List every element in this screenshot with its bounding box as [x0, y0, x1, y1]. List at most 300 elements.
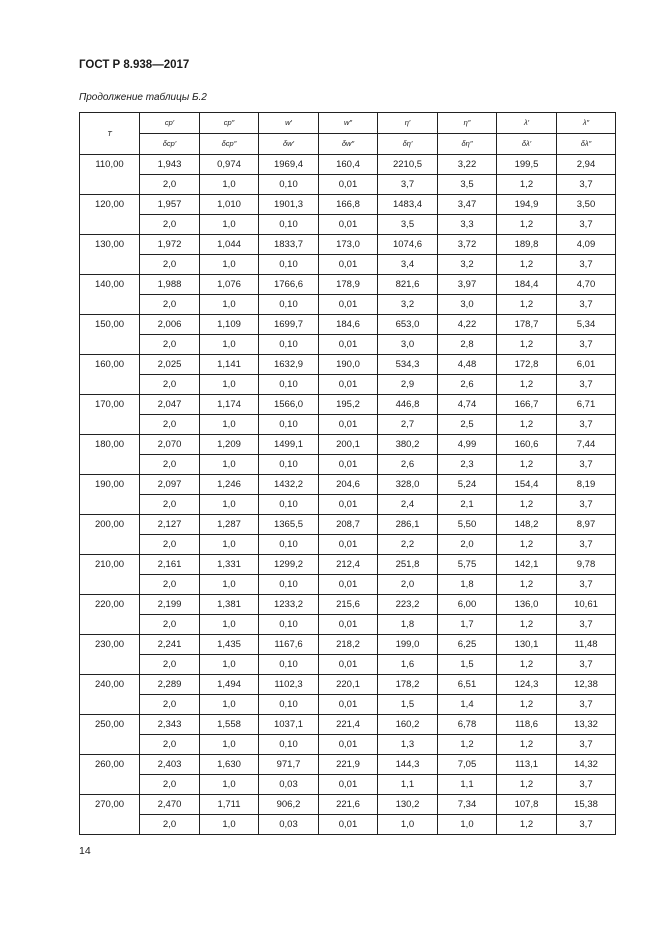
- value-cell: 2,289: [140, 675, 200, 695]
- uncertainty-cell: 2,7: [378, 415, 438, 435]
- value-cell: 13,32: [557, 715, 616, 735]
- uncertainty-cell: 2,6: [438, 375, 497, 395]
- uncertainty-cell: 3,7: [557, 175, 616, 195]
- uncertainty-cell: 0,01: [319, 415, 378, 435]
- uncertainty-cell: 2,0: [140, 615, 200, 635]
- uncertainty-cell: 3,3: [438, 215, 497, 235]
- value-cell: 148,2: [497, 515, 557, 535]
- temperature-cell: 220,00: [80, 595, 140, 615]
- value-cell: 6,71: [557, 395, 616, 415]
- table-row-uncertainty: [80, 615, 616, 635]
- column-header: λ″: [557, 113, 616, 134]
- uncertainty-cell: 0,10: [259, 615, 319, 635]
- value-cell: 144,3: [378, 755, 438, 775]
- value-cell: 160,2: [378, 715, 438, 735]
- column-header: cp′: [140, 113, 200, 134]
- uncertainty-cell: 2,0: [140, 815, 200, 835]
- uncertainty-cell: 0,01: [319, 295, 378, 315]
- uncertainty-cell: 1,2: [497, 215, 557, 235]
- value-cell: 8,97: [557, 515, 616, 535]
- uncertainty-cell: 2,0: [140, 495, 200, 515]
- uncertainty-cell: 0,01: [319, 455, 378, 475]
- value-cell: 1969,4: [259, 155, 319, 175]
- column-header-uncertainty: δλ″: [557, 134, 616, 155]
- value-cell: 189,8: [497, 235, 557, 255]
- uncertainty-cell: 1,0: [200, 655, 259, 675]
- value-cell: 6,00: [438, 595, 497, 615]
- temperature-cell-empty: [80, 255, 140, 275]
- table-row-uncertainty: [80, 215, 616, 235]
- uncertainty-cell: 0,01: [319, 215, 378, 235]
- temperature-cell: 270,00: [80, 795, 140, 815]
- uncertainty-cell: 0,01: [319, 335, 378, 355]
- uncertainty-cell: 0,10: [259, 695, 319, 715]
- uncertainty-cell: 0,10: [259, 215, 319, 235]
- column-header-uncertainty: δcp″: [200, 134, 259, 155]
- uncertainty-cell: 1,1: [438, 775, 497, 795]
- value-cell: 2210,5: [378, 155, 438, 175]
- uncertainty-cell: 0,01: [319, 255, 378, 275]
- value-cell: 160,4: [319, 155, 378, 175]
- table-row-uncertainty: [80, 695, 616, 715]
- uncertainty-cell: 3,7: [557, 575, 616, 595]
- value-cell: 286,1: [378, 515, 438, 535]
- table-row-uncertainty: [80, 455, 616, 475]
- uncertainty-cell: 2,9: [378, 375, 438, 395]
- value-cell: 154,4: [497, 475, 557, 495]
- uncertainty-cell: 1,8: [438, 575, 497, 595]
- value-cell: 204,6: [319, 475, 378, 495]
- table-row-uncertainty: [80, 295, 616, 315]
- value-cell: 534,3: [378, 355, 438, 375]
- value-cell: 130,1: [497, 635, 557, 655]
- uncertainty-cell: 3,7: [557, 455, 616, 475]
- table-row-uncertainty: [80, 255, 616, 275]
- value-cell: 1699,7: [259, 315, 319, 335]
- uncertainty-cell: 3,7: [557, 215, 616, 235]
- uncertainty-cell: 3,7: [557, 615, 616, 635]
- column-header: η′: [378, 113, 438, 134]
- value-cell: 653,0: [378, 315, 438, 335]
- uncertainty-cell: 1,2: [497, 255, 557, 275]
- uncertainty-cell: 1,2: [497, 375, 557, 395]
- uncertainty-cell: 3,7: [557, 815, 616, 835]
- uncertainty-cell: 1,0: [378, 815, 438, 835]
- table-row-uncertainty: [80, 335, 616, 355]
- uncertainty-cell: 3,7: [557, 655, 616, 675]
- value-cell: 221,4: [319, 715, 378, 735]
- uncertainty-cell: 3,0: [438, 295, 497, 315]
- temperature-cell-empty: [80, 495, 140, 515]
- table-row-values: [80, 275, 616, 295]
- uncertainty-cell: 0,10: [259, 575, 319, 595]
- table-row-uncertainty: [80, 175, 616, 195]
- uncertainty-cell: 2,0: [140, 695, 200, 715]
- uncertainty-cell: 3,2: [438, 255, 497, 275]
- value-cell: 1,209: [200, 435, 259, 455]
- temperature-cell: 150,00: [80, 315, 140, 335]
- uncertainty-cell: 0,10: [259, 495, 319, 515]
- uncertainty-cell: 0,03: [259, 815, 319, 835]
- table-row-values: [80, 395, 616, 415]
- temperature-cell: 160,00: [80, 355, 140, 375]
- uncertainty-cell: 1,2: [497, 615, 557, 635]
- value-cell: 5,50: [438, 515, 497, 535]
- value-cell: 1,972: [140, 235, 200, 255]
- uncertainty-cell: 1,6: [378, 655, 438, 675]
- column-header: η″: [438, 113, 497, 134]
- value-cell: 1365,5: [259, 515, 319, 535]
- value-cell: 380,2: [378, 435, 438, 455]
- value-cell: 906,2: [259, 795, 319, 815]
- value-cell: 6,01: [557, 355, 616, 375]
- temperature-cell-empty: [80, 695, 140, 715]
- value-cell: 1,044: [200, 235, 259, 255]
- value-cell: 5,24: [438, 475, 497, 495]
- temperature-cell: 260,00: [80, 755, 140, 775]
- uncertainty-cell: 1,0: [200, 615, 259, 635]
- value-cell: 5,34: [557, 315, 616, 335]
- uncertainty-cell: 0,01: [319, 495, 378, 515]
- value-cell: 1901,3: [259, 195, 319, 215]
- uncertainty-cell: 2,6: [378, 455, 438, 475]
- value-cell: 251,8: [378, 555, 438, 575]
- column-header: λ′: [497, 113, 557, 134]
- uncertainty-cell: 2,3: [438, 455, 497, 475]
- value-cell: 200,1: [319, 435, 378, 455]
- uncertainty-cell: 1,0: [200, 415, 259, 435]
- value-cell: 2,343: [140, 715, 200, 735]
- value-cell: 142,1: [497, 555, 557, 575]
- value-cell: 3,50: [557, 195, 616, 215]
- table-row-uncertainty: [80, 535, 616, 555]
- uncertainty-cell: 0,01: [319, 575, 378, 595]
- uncertainty-cell: 3,7: [557, 535, 616, 555]
- temperature-cell: 200,00: [80, 515, 140, 535]
- value-cell: 7,44: [557, 435, 616, 455]
- uncertainty-cell: 3,7: [557, 335, 616, 355]
- uncertainty-cell: 1,0: [200, 375, 259, 395]
- uncertainty-cell: 2,0: [140, 575, 200, 595]
- value-cell: 1,141: [200, 355, 259, 375]
- uncertainty-cell: 2,0: [140, 175, 200, 195]
- temperature-cell: 110,00: [80, 155, 140, 175]
- uncertainty-cell: 1,0: [200, 535, 259, 555]
- value-cell: 5,75: [438, 555, 497, 575]
- value-cell: 3,22: [438, 155, 497, 175]
- uncertainty-cell: 1,0: [200, 335, 259, 355]
- value-cell: 1,246: [200, 475, 259, 495]
- value-cell: 2,470: [140, 795, 200, 815]
- uncertainty-cell: 3,7: [557, 375, 616, 395]
- uncertainty-cell: 3,7: [378, 175, 438, 195]
- value-cell: 172,8: [497, 355, 557, 375]
- uncertainty-cell: 2,0: [140, 335, 200, 355]
- column-header: w′: [259, 113, 319, 134]
- uncertainty-cell: 0,03: [259, 775, 319, 795]
- table-row-uncertainty: [80, 375, 616, 395]
- uncertainty-cell: 2,0: [140, 295, 200, 315]
- temperature-cell-empty: [80, 535, 140, 555]
- value-cell: 1,711: [200, 795, 259, 815]
- value-cell: 2,006: [140, 315, 200, 335]
- uncertainty-cell: 1,1: [378, 775, 438, 795]
- value-cell: 221,6: [319, 795, 378, 815]
- value-cell: 173,0: [319, 235, 378, 255]
- value-cell: 199,5: [497, 155, 557, 175]
- uncertainty-cell: 1,0: [200, 775, 259, 795]
- value-cell: 1,435: [200, 635, 259, 655]
- value-cell: 10,61: [557, 595, 616, 615]
- value-cell: 821,6: [378, 275, 438, 295]
- value-cell: 1102,3: [259, 675, 319, 695]
- table-row-values: [80, 755, 616, 775]
- uncertainty-cell: 1,8: [378, 615, 438, 635]
- uncertainty-cell: 1,0: [200, 215, 259, 235]
- uncertainty-cell: 3,7: [557, 255, 616, 275]
- temperature-cell: 240,00: [80, 675, 140, 695]
- temperature-cell: 130,00: [80, 235, 140, 255]
- value-cell: 4,09: [557, 235, 616, 255]
- uncertainty-cell: 0,01: [319, 775, 378, 795]
- value-cell: 2,241: [140, 635, 200, 655]
- uncertainty-cell: 3,7: [557, 775, 616, 795]
- table-row-values: [80, 555, 616, 575]
- value-cell: 130,2: [378, 795, 438, 815]
- uncertainty-cell: 1,0: [200, 495, 259, 515]
- uncertainty-cell: 0,10: [259, 735, 319, 755]
- uncertainty-cell: 2,1: [438, 495, 497, 515]
- value-cell: 3,47: [438, 195, 497, 215]
- table-row-values: [80, 635, 616, 655]
- uncertainty-cell: 1,0: [200, 255, 259, 275]
- uncertainty-cell: 2,4: [378, 495, 438, 515]
- value-cell: 178,9: [319, 275, 378, 295]
- uncertainty-cell: 3,7: [557, 495, 616, 515]
- table-row-values: [80, 195, 616, 215]
- value-cell: 2,403: [140, 755, 200, 775]
- column-header-uncertainty: δw″: [319, 134, 378, 155]
- value-cell: 220,1: [319, 675, 378, 695]
- value-cell: 7,34: [438, 795, 497, 815]
- value-cell: 1299,2: [259, 555, 319, 575]
- table-row-values: [80, 475, 616, 495]
- value-cell: 194,9: [497, 195, 557, 215]
- value-cell: 223,2: [378, 595, 438, 615]
- temperature-cell-empty: [80, 415, 140, 435]
- column-header: w″: [319, 113, 378, 134]
- document-header: ГОСТ Р 8.938—2017: [79, 59, 190, 71]
- value-cell: 2,047: [140, 395, 200, 415]
- uncertainty-cell: 2,5: [438, 415, 497, 435]
- uncertainty-cell: 1,2: [497, 815, 557, 835]
- uncertainty-cell: 0,10: [259, 375, 319, 395]
- uncertainty-cell: 1,2: [497, 535, 557, 555]
- uncertainty-cell: 1,2: [497, 775, 557, 795]
- value-cell: 3,72: [438, 235, 497, 255]
- uncertainty-cell: 1,2: [438, 735, 497, 755]
- temperature-cell: 140,00: [80, 275, 140, 295]
- uncertainty-cell: 2,0: [140, 255, 200, 275]
- uncertainty-cell: 3,5: [378, 215, 438, 235]
- uncertainty-cell: 1,3: [378, 735, 438, 755]
- value-cell: 195,2: [319, 395, 378, 415]
- uncertainty-cell: 0,10: [259, 175, 319, 195]
- table-row-values: [80, 355, 616, 375]
- column-header-uncertainty: δw′: [259, 134, 319, 155]
- value-cell: 184,4: [497, 275, 557, 295]
- value-cell: 178,2: [378, 675, 438, 695]
- temperature-cell-empty: [80, 375, 140, 395]
- value-cell: 166,7: [497, 395, 557, 415]
- value-cell: 328,0: [378, 475, 438, 495]
- uncertainty-cell: 0,01: [319, 535, 378, 555]
- uncertainty-cell: 3,2: [378, 295, 438, 315]
- value-cell: 1566,0: [259, 395, 319, 415]
- uncertainty-cell: 0,10: [259, 255, 319, 275]
- temperature-cell-empty: [80, 575, 140, 595]
- page-number: 14: [79, 845, 91, 857]
- temperature-cell-empty: [80, 215, 140, 235]
- value-cell: 107,8: [497, 795, 557, 815]
- uncertainty-cell: 2,0: [140, 735, 200, 755]
- value-cell: 7,05: [438, 755, 497, 775]
- uncertainty-cell: 0,01: [319, 615, 378, 635]
- uncertainty-cell: 0,10: [259, 455, 319, 475]
- uncertainty-cell: 2,0: [438, 535, 497, 555]
- value-cell: 1167,6: [259, 635, 319, 655]
- value-cell: 1766,6: [259, 275, 319, 295]
- value-cell: 1,109: [200, 315, 259, 335]
- uncertainty-cell: 0,10: [259, 655, 319, 675]
- value-cell: 166,8: [319, 195, 378, 215]
- value-cell: 6,25: [438, 635, 497, 655]
- column-header-uncertainty: δcp′: [140, 134, 200, 155]
- table-row-uncertainty: [80, 775, 616, 795]
- value-cell: 8,19: [557, 475, 616, 495]
- value-cell: 184,6: [319, 315, 378, 335]
- temperature-cell-empty: [80, 295, 140, 315]
- value-cell: 2,070: [140, 435, 200, 455]
- uncertainty-cell: 1,7: [438, 615, 497, 635]
- value-cell: 9,78: [557, 555, 616, 575]
- temperature-cell-empty: [80, 775, 140, 795]
- column-header-uncertainty: δη′: [378, 134, 438, 155]
- table-caption: Продолжение таблицы Б.2: [79, 92, 207, 103]
- table-row-uncertainty: [80, 735, 616, 755]
- value-cell: 199,0: [378, 635, 438, 655]
- uncertainty-cell: 0,01: [319, 655, 378, 675]
- value-cell: 118,6: [497, 715, 557, 735]
- uncertainty-cell: 3,7: [557, 735, 616, 755]
- value-cell: 1,287: [200, 515, 259, 535]
- value-cell: 1,076: [200, 275, 259, 295]
- table-row-uncertainty: [80, 815, 616, 835]
- uncertainty-cell: 1,0: [438, 815, 497, 835]
- uncertainty-cell: 1,5: [438, 655, 497, 675]
- value-cell: 212,4: [319, 555, 378, 575]
- value-cell: 215,6: [319, 595, 378, 615]
- table-row-values: [80, 315, 616, 335]
- uncertainty-cell: 1,2: [497, 655, 557, 675]
- value-cell: 12,38: [557, 675, 616, 695]
- value-cell: 124,3: [497, 675, 557, 695]
- value-cell: 6,51: [438, 675, 497, 695]
- uncertainty-cell: 2,0: [140, 375, 200, 395]
- uncertainty-cell: 3,7: [557, 695, 616, 715]
- value-cell: 2,127: [140, 515, 200, 535]
- value-cell: 15,38: [557, 795, 616, 815]
- value-cell: 0,974: [200, 155, 259, 175]
- uncertainty-cell: 1,2: [497, 295, 557, 315]
- table-row-values: [80, 155, 616, 175]
- uncertainty-cell: 1,2: [497, 335, 557, 355]
- column-header-temperature: T: [80, 113, 140, 155]
- value-cell: 3,97: [438, 275, 497, 295]
- uncertainty-cell: 1,0: [200, 455, 259, 475]
- uncertainty-cell: 2,0: [140, 775, 200, 795]
- value-cell: 11,48: [557, 635, 616, 655]
- temperature-cell-empty: [80, 655, 140, 675]
- value-cell: 1,174: [200, 395, 259, 415]
- value-cell: 208,7: [319, 515, 378, 535]
- temperature-cell: 120,00: [80, 195, 140, 215]
- value-cell: 4,22: [438, 315, 497, 335]
- uncertainty-cell: 0,01: [319, 815, 378, 835]
- temperature-cell-empty: [80, 455, 140, 475]
- value-cell: 1,957: [140, 195, 200, 215]
- value-cell: 1233,2: [259, 595, 319, 615]
- uncertainty-cell: 1,0: [200, 175, 259, 195]
- uncertainty-cell: 3,0: [378, 335, 438, 355]
- uncertainty-cell: 2,8: [438, 335, 497, 355]
- value-cell: 1,331: [200, 555, 259, 575]
- value-cell: 6,78: [438, 715, 497, 735]
- table-row-values: [80, 795, 616, 815]
- value-cell: 1,381: [200, 595, 259, 615]
- column-header: cp″: [200, 113, 259, 134]
- value-cell: 1632,9: [259, 355, 319, 375]
- uncertainty-cell: 1,2: [497, 455, 557, 475]
- uncertainty-cell: 2,0: [140, 215, 200, 235]
- table-row-values: [80, 515, 616, 535]
- value-cell: 1,630: [200, 755, 259, 775]
- value-cell: 1037,1: [259, 715, 319, 735]
- value-cell: 1,943: [140, 155, 200, 175]
- uncertainty-cell: 3,7: [557, 415, 616, 435]
- uncertainty-cell: 1,2: [497, 575, 557, 595]
- uncertainty-cell: 1,0: [200, 575, 259, 595]
- temperature-cell: 170,00: [80, 395, 140, 415]
- value-cell: 190,0: [319, 355, 378, 375]
- table-row-uncertainty: [80, 415, 616, 435]
- uncertainty-cell: 1,0: [200, 695, 259, 715]
- uncertainty-cell: 3,5: [438, 175, 497, 195]
- value-cell: 1074,6: [378, 235, 438, 255]
- value-cell: 1,010: [200, 195, 259, 215]
- uncertainty-cell: 1,0: [200, 815, 259, 835]
- uncertainty-cell: 2,0: [378, 575, 438, 595]
- temperature-cell: 190,00: [80, 475, 140, 495]
- uncertainty-cell: 2,2: [378, 535, 438, 555]
- table-row-uncertainty: [80, 655, 616, 675]
- value-cell: 1,558: [200, 715, 259, 735]
- uncertainty-cell: 2,0: [140, 455, 200, 475]
- uncertainty-cell: 1,2: [497, 495, 557, 515]
- table-row-uncertainty: [80, 495, 616, 515]
- table-row-values: [80, 715, 616, 735]
- value-cell: 113,1: [497, 755, 557, 775]
